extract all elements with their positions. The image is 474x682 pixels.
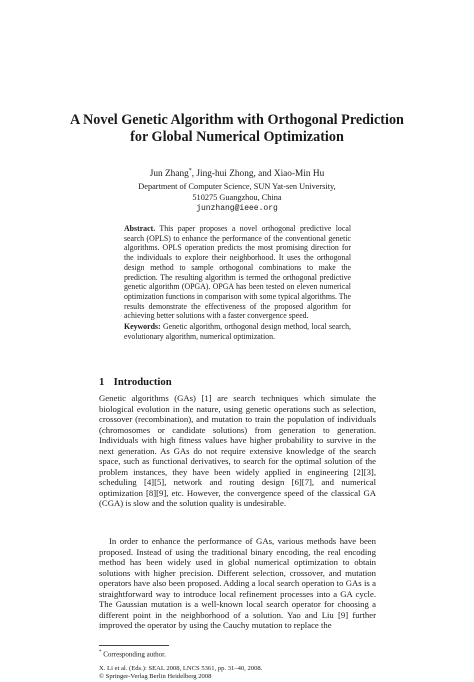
affiliation xyxy=(60,182,414,214)
citation-info xyxy=(99,665,262,682)
abstract xyxy=(124,224,351,321)
co-authors: , Jing-hui Zhong, and Xiao-Min Hu xyxy=(191,169,325,180)
abstract-text: This paper proposes a novel orthogonal predictive local search (OPLS) to enhance the performance of the conventional genetic algorithms. OPLS operation predicts the most promising direction for the individuals to explore their neighborhood. It uses the orthogonal design method to sample orthogonal combinations to make the prediction. The resulting algorithm is termed the orthogonal predictive genetic algorithm (OPGA). OPGA has been tested on eleven numerical optimization functions in comparison with some typical algorithms. The results demonstrate the effectiveness of the proposed algorithm for achieving better solutions with a faster convergence speed. xyxy=(124,224,351,321)
affiliation-line-1: Department of Computer Science, SUN Yat-sen University, xyxy=(138,182,336,191)
abstract-label: Abstract. xyxy=(124,224,156,233)
footnote-mark: * xyxy=(99,650,102,655)
paper-title xyxy=(60,112,414,146)
author-email: junzhang@ieee.org xyxy=(196,203,278,213)
affiliation-line-2: 510275 Guangzhou, China xyxy=(192,192,282,202)
body-paragraph-2: In order to enhance the performance of GAs, various methods have been proposed. Instead of using the traditional binary encoding, the real encoding method has been widely used in global numerical optimization to obtain solutions with higher precision. Different selection, crossover, and mutation operators have also been proposed. Adding a local search operation to GAs is a straightforward way to introduce local refinement processes into a GA cycle. The Gaussian mutation is a well-known local search operator for choosing a different point in the neighborhood of a solution. Yao and Liu [9] further improved the operator by using the Cauchy mutation to replace the xyxy=(99,536,376,630)
keywords xyxy=(124,322,351,341)
title-line-1: A Novel Genetic Algorithm with Orthogonal Prediction xyxy=(70,112,404,128)
keywords-label: Keywords: xyxy=(124,322,161,331)
section-title: Introduction xyxy=(113,376,172,388)
citation-line-1: X. Li et al. (Eds.): SEAL 2008, LNCS 5361, pp. 31–40, 2008. xyxy=(99,665,263,672)
author-name: Jun Zhang xyxy=(149,169,189,180)
section-heading xyxy=(99,376,172,389)
footnote-text: Corresponding author. xyxy=(101,650,166,659)
footnote-divider xyxy=(99,645,169,646)
footnote xyxy=(99,649,166,659)
copyright-line: © Springer-Verlag Berlin Heidelberg 2008 xyxy=(99,673,212,681)
body-paragraph-1: Genetic algorithms (GAs) [1] are search techniques which simulate the biological evolution in the nature, using genetic operations such as selection, crossover (recombination), and mutation to train the population of individuals (chromosomes or candidate solutions) from generation to generation. Individuals with high fitness values have higher probability to survive in the next generation. As GAs do not require extensive knowledge of the search space, such as functional derivatives, to search for the optimal solution of the problem instances, they have been widely applied in engineering [2][3], scheduling [4][5], network and routing design [6][7], and numerical optimization [8][9], etc. However, the convergence speed of the classical GA (CGA) is slow and the solution quality is undesirable. xyxy=(99,393,376,508)
corresponding-author-mark: * xyxy=(188,168,192,174)
title-line-2: for Global Numerical Optimization xyxy=(130,129,344,145)
keywords-text: Genetic algorithm, orthogonal design method, local search, evolutionary algorithm, numerical optimization. xyxy=(124,322,351,341)
section-number: 1 xyxy=(99,376,105,388)
author-list xyxy=(60,165,414,180)
